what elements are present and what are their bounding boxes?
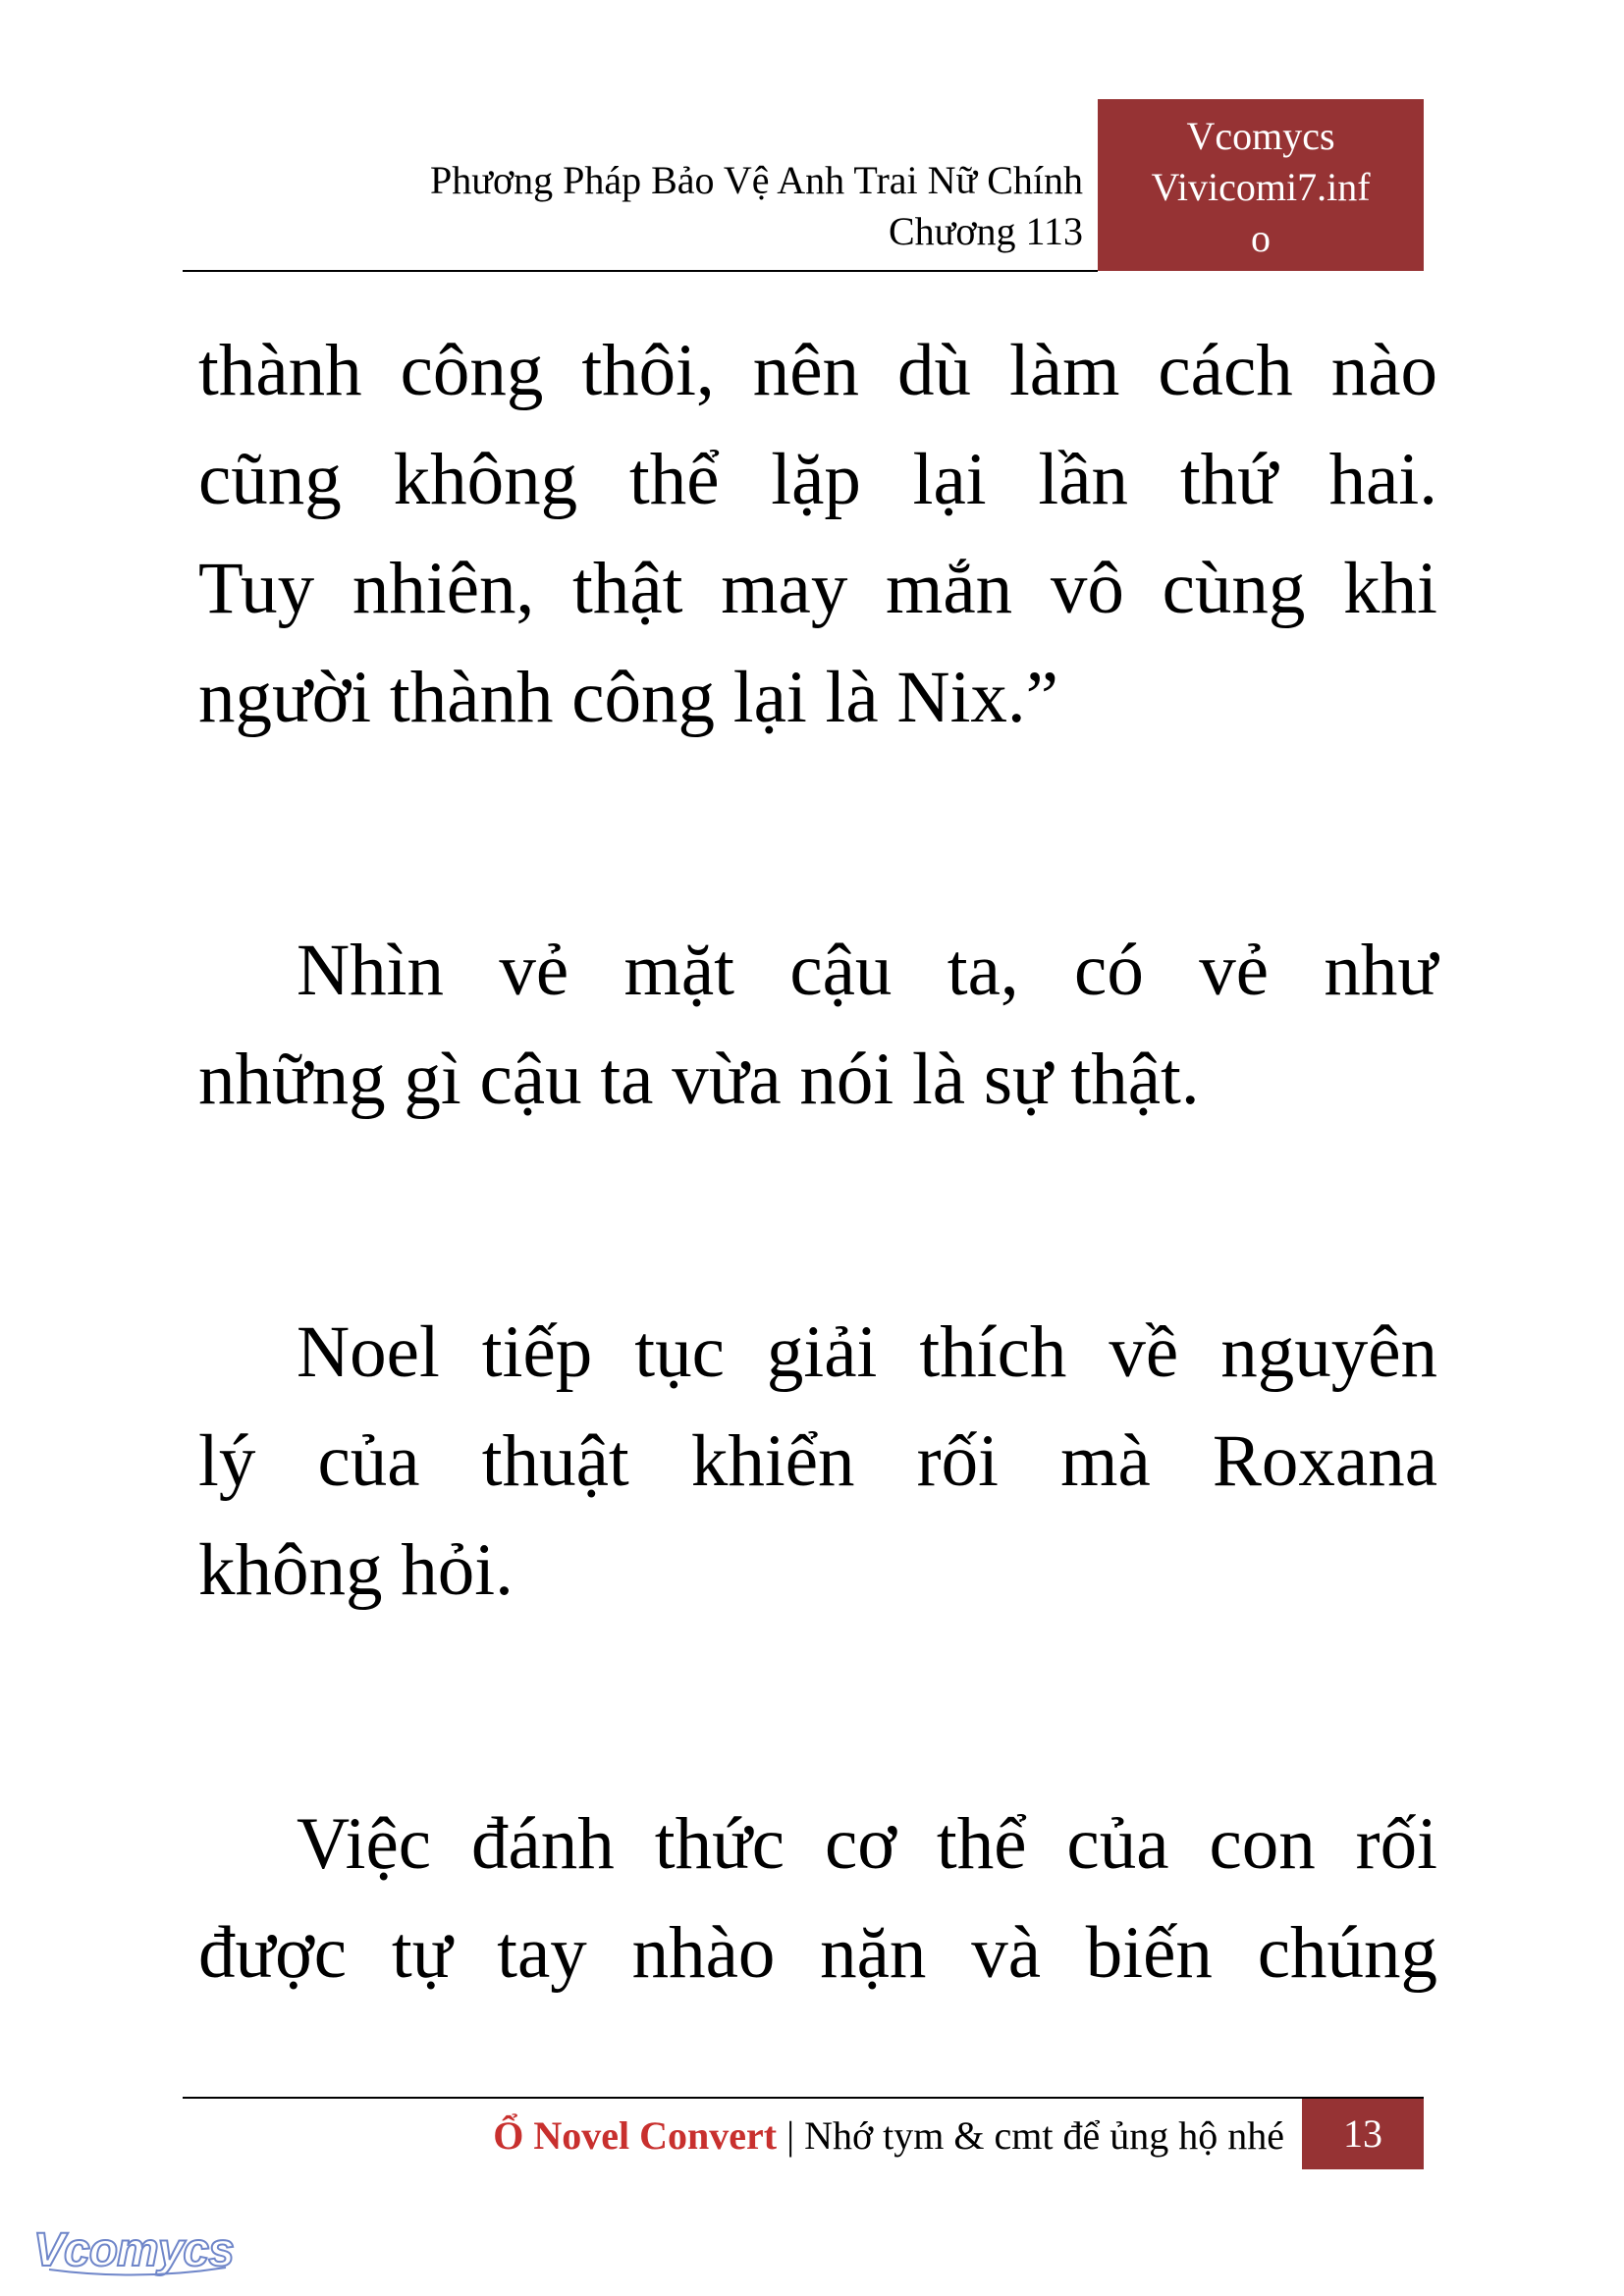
running-header: [183, 155, 1083, 257]
text-line: Noel tiếp tục giải thích về nguyên: [297, 1311, 1437, 1393]
badge-url-part1: Vivicomi7.inf: [1151, 165, 1371, 209]
paragraph-3: [198, 1298, 1437, 1625]
footer-brand: Ổ Novel Convert: [493, 2113, 778, 2158]
svg-text:Vcomycs: Vcomycs: [33, 2224, 234, 2276]
site-badge: [1098, 99, 1424, 271]
badge-url-part2: o: [1251, 216, 1271, 260]
text-line: không hỏi.: [198, 1529, 514, 1611]
footer-separator: |: [777, 2113, 805, 2158]
text-line: được tự tay nhào nặn và biến chúng: [198, 1912, 1437, 1994]
text-line: lý của thuật khiển rối mà Roxana: [198, 1420, 1437, 1502]
text-line: Nhìn vẻ mặt cậu ta, có vẻ như: [297, 930, 1437, 1011]
text-line: những gì cậu ta vừa nói là sự thật.: [198, 1039, 1200, 1120]
footer-divider: [183, 2097, 1424, 2099]
book-title: Phương Pháp Bảo Vệ Anh Trai Nữ Chính: [430, 158, 1083, 202]
footer-line: [183, 2102, 1284, 2170]
vcomycs-watermark-logo: [29, 2220, 255, 2281]
page-number: 13: [1302, 2099, 1424, 2169]
header-divider: [183, 270, 1098, 272]
badge-site-name: Vcomycs: [1186, 114, 1335, 158]
paragraph-1: [198, 316, 1437, 752]
chapter-label: Chương 113: [888, 209, 1083, 253]
text-line: thành công thôi, nên dù làm cách nào: [198, 330, 1437, 411]
paragraph-4: [198, 1789, 1437, 2007]
text-line: Việc đánh thức cơ thể của con rối: [297, 1803, 1437, 1885]
paragraph-2: [198, 916, 1437, 1134]
text-line: Tuy nhiên, thật may mắn vô cùng khi: [198, 548, 1437, 629]
footer-tagline: Nhớ tym & cmt để ủng hộ nhé: [804, 2113, 1284, 2158]
text-line: người thành công lại là Nix.”: [198, 657, 1058, 738]
text-line: cũng không thể lặp lại lần thứ hai.: [198, 439, 1437, 520]
